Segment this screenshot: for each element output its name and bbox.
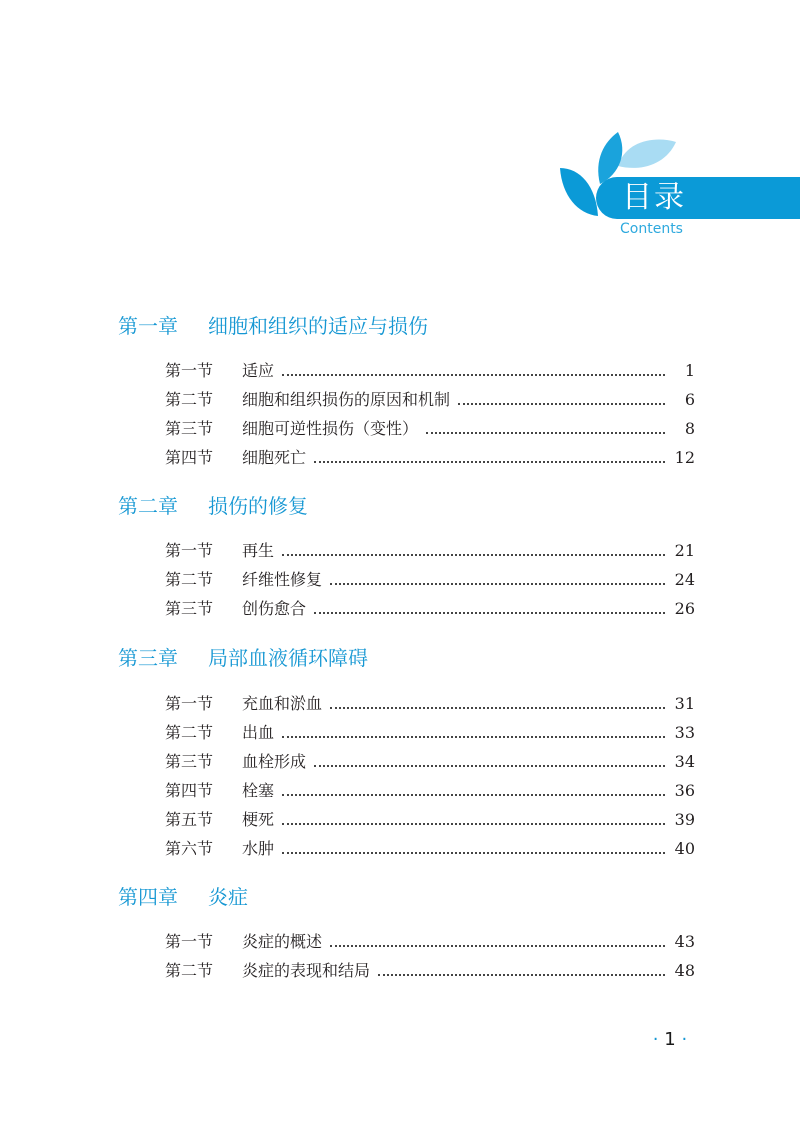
section-number: 第一节 — [165, 694, 214, 713]
section-number: 第四节 — [165, 781, 214, 800]
leader-dots — [378, 974, 665, 976]
page-ref: 31 — [674, 694, 695, 713]
page-ref: 6 — [684, 390, 695, 409]
leader-dots — [314, 461, 665, 463]
leader-dots — [330, 945, 665, 947]
section-number: 第二节 — [165, 570, 214, 589]
section-number: 第二节 — [165, 961, 214, 980]
section-number: 第二节 — [165, 723, 214, 742]
leader-dots — [282, 794, 665, 796]
section-title: 创伤愈合 — [242, 599, 307, 618]
page-ref: 36 — [674, 781, 695, 800]
chapter-title: 细胞和组织的适应与损伤 — [208, 314, 428, 338]
section-number: 第五节 — [165, 810, 214, 829]
toc-entry[interactable] — [165, 692, 695, 716]
chapter-heading[interactable] — [118, 492, 308, 520]
section-title: 出血 — [242, 723, 275, 742]
leader-dots — [282, 554, 665, 556]
section-title: 细胞死亡 — [242, 448, 307, 467]
page-ref: 34 — [674, 752, 695, 771]
page-ref: 8 — [684, 419, 695, 438]
leader-dots — [330, 583, 665, 585]
page-subtitle: Contents — [620, 221, 683, 237]
section-title: 血栓形成 — [242, 752, 307, 771]
leader-dots — [282, 852, 665, 854]
chapter-heading[interactable] — [118, 312, 428, 340]
chapter-number: 第三章 — [118, 646, 178, 670]
page-ref: 33 — [674, 723, 695, 742]
page-number — [640, 1029, 700, 1050]
section-title: 充血和淤血 — [242, 694, 323, 713]
page-ref: 21 — [674, 541, 695, 560]
chapter-number: 第一章 — [118, 314, 178, 338]
page-number-value: 1 — [664, 1029, 676, 1050]
section-title: 炎症的表现和结局 — [242, 961, 371, 980]
toc-entry[interactable] — [165, 959, 695, 983]
leader-dots — [314, 612, 665, 614]
toc-entry[interactable] — [165, 446, 695, 470]
toc-entry[interactable] — [165, 597, 695, 621]
toc-entry[interactable] — [165, 837, 695, 861]
bullet-dot: · — [681, 1029, 688, 1050]
toc-entry[interactable] — [165, 388, 695, 412]
section-title: 梗死 — [242, 810, 275, 829]
page-ref: 39 — [674, 810, 695, 829]
section-number: 第六节 — [165, 839, 214, 858]
section-title: 炎症的概述 — [242, 932, 323, 951]
toc-entry[interactable] — [165, 539, 695, 563]
bullet-dot: · — [652, 1029, 659, 1050]
page-ref: 12 — [674, 448, 695, 467]
section-title: 栓塞 — [242, 781, 275, 800]
section-number: 第三节 — [165, 752, 214, 771]
leader-dots — [282, 823, 665, 825]
page-ref: 43 — [674, 932, 695, 951]
leader-dots — [282, 736, 665, 738]
section-number: 第一节 — [165, 361, 214, 380]
toc-entry[interactable] — [165, 359, 695, 383]
chapter-title: 损伤的修复 — [208, 494, 308, 518]
toc-entry[interactable] — [165, 808, 695, 832]
section-number: 第三节 — [165, 419, 214, 438]
chapter-number: 第二章 — [118, 494, 178, 518]
section-title: 细胞和组织损伤的原因和机制 — [242, 390, 451, 409]
leader-dots — [314, 765, 665, 767]
section-number: 第一节 — [165, 541, 214, 560]
page-ref: 26 — [674, 599, 695, 618]
toc-entry[interactable] — [165, 721, 695, 745]
chapter-number: 第四章 — [118, 885, 178, 909]
section-number: 第二节 — [165, 390, 214, 409]
toc-entry[interactable] — [165, 750, 695, 774]
page-title: 目录 — [622, 180, 686, 215]
leader-dots — [426, 432, 665, 434]
leader-dots — [330, 707, 665, 709]
toc-entry[interactable] — [165, 930, 695, 954]
chapter-title: 炎症 — [208, 885, 248, 909]
chapter-heading[interactable] — [118, 883, 248, 911]
section-title: 再生 — [242, 541, 275, 560]
page-ref: 48 — [674, 961, 695, 980]
contents-header — [0, 0, 800, 260]
page-ref: 1 — [684, 361, 695, 380]
section-number: 第三节 — [165, 599, 214, 618]
chapter-heading[interactable] — [118, 644, 368, 672]
section-number: 第一节 — [165, 932, 214, 951]
section-title: 纤维性修复 — [242, 570, 323, 589]
section-title: 水肿 — [242, 839, 275, 858]
leader-dots — [282, 374, 665, 376]
section-title: 细胞可逆性损伤（变性） — [242, 419, 419, 438]
toc-entry[interactable] — [165, 568, 695, 592]
page-ref: 24 — [674, 570, 695, 589]
page-ref: 40 — [674, 839, 695, 858]
section-title: 适应 — [242, 361, 275, 380]
chapter-title: 局部血液循环障碍 — [208, 646, 368, 670]
section-number: 第四节 — [165, 448, 214, 467]
leader-dots — [458, 403, 665, 405]
toc-entry[interactable] — [165, 417, 695, 441]
toc-entry[interactable] — [165, 779, 695, 803]
